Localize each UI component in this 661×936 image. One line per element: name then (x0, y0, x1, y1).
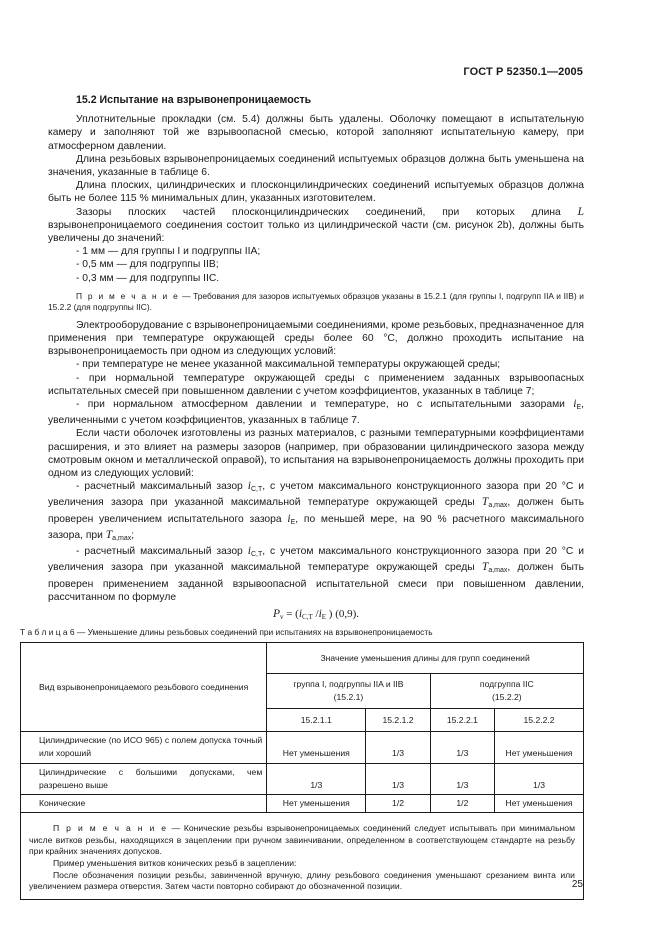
subheader-group-2: подгруппа IIC (15.2.2) (430, 674, 583, 709)
list-item: - расчетный максимальный зазор $i_{C,T}$, с учетом максимального конструкционного зазора при 20 °С и увеличения зазора при указанной максимальной температуре окружающей среды $T_{a,max}$, должен быть проверен увеличением испытательного зазора $i_E$, по меньшей мере, на 90 % расчетного максимального зазора, при $T_{a,max}$; (48, 480, 585, 542)
list-item: - при нормальном атмосферном давлении и температуре, но с испытательными зазорами $i_E$, увеличенными с учетом коэффициентов, указанных в таблице 7. (48, 398, 584, 427)
paragraph: Электрооборудование с взрывонепроницаемыми соединениями, кроме резьбовых, предназначенное для применения при температуре окружающей среды более 60 °С, должно проходить испытание на взрывонепроницаемость при одном из следующих условий: (48, 319, 584, 358)
table-row: Цилиндрические с большими допусками, чем разрешено выше 1/3 1/3 1/3 1/3 (21, 763, 584, 794)
subheader-clause: 15.2.1.1 (267, 709, 366, 732)
list-item: - 0,3 мм — для подгруппы IIC. (76, 272, 220, 284)
subheader-clause: 15.2.2.1 (430, 709, 494, 732)
table-row: Конические Нет уменьшения 1/2 1/2 Нет уменьшения (21, 794, 584, 812)
list-item: - расчетный максимальный зазор $i_{C,T}$, с учетом максимального конструкционного зазора при 20 °С и увеличения зазора при указанной максимальной температуре окружающей среды $T_{a,max}$, должен быть проверен применением заданной взрывоопасной испытательной смеси при повышенном давлении, рассчитанном по формуле (48, 545, 585, 603)
length-symbol: L (577, 205, 584, 218)
table-caption: Т а б л и ц а 6 — Уменьшение длины резьбовых соединений при испытаниях на взрывонепроницаемость (20, 627, 433, 638)
paragraph: Уплотнительные прокладки (см. 5.4) должны быть удалены. Оболочку помещают в испытательную камеру и заполняют той же взрывоопасной смесью, которой заполняют испытательную камеру, при атмосферном давлении. (48, 114, 584, 152)
table-6 (20, 642, 584, 900)
section-title: 15.2 Испытание на взрывонепроницаемость (76, 94, 312, 106)
col-header-group: Значение уменьшения длины для групп соединений (267, 643, 584, 674)
paragraph: Длина резьбовых взрывонепроницаемых соединений испытуемых образцов должна быть уменьшена на значения, указанные в таблице 6. (48, 153, 584, 179)
document-header: ГОСТ Р 52350.1—2005 (463, 66, 583, 78)
paragraph: Зазоры плоских частей плосконцилиндрических соединений, при которых длина L взрывонепроницаемого соединения состоит только из цилиндрической части (см. рисунок 2b), должны быть увеличены до значений: (48, 205, 584, 245)
table-row: Цилиндрические (по ИСО 965) с полем допуска точный или хороший Нет уменьшения 1/3 1/3 Нет уменьшения (21, 732, 584, 763)
formula: $P_v = (i_{C,T}$ $/i_E$ ) (0,9). (272, 607, 360, 621)
subheader-clause: 15.2.2.2 (495, 709, 584, 732)
paragraph: Если части оболочек изготовлены из разных материалов, с разными температурными коэффициентами расширения, и это влияет на размеры зазоров (например, при образовании цилиндрического зазора между смотровым окном и металлической оправой), то испытания на взрывонепроницаемость должны проходить при одном из следующих условий: (48, 428, 584, 480)
list-item: - при температуре не менее указанной максимальной температуры окружающей среды; (76, 359, 501, 371)
page-content (20, 94, 585, 900)
subheader-group-1: группа I, подгруппы IIA и IIB (15.2.1) (267, 674, 430, 709)
list-item: - при нормальной температуре окружающей среды с применением заданных взрывоопасных испытательных смесей при повышенном давлении с учетом коэффициентов, указанных в таблице 7; (48, 372, 584, 397)
subheader-clause: 15.2.1.2 (366, 709, 430, 732)
page-number: 25 (571, 879, 583, 890)
note: П р и м е ч а н и е — Требования для зазоров испытуемых образцов указаны в 15.2.1 (для группы I, подгрупп IIA и IIB) и 15.2.2 (для подгруппы IIC). (48, 290, 584, 312)
list-item: - 1 мм — для группы I и подгруппы IIA; (76, 246, 261, 258)
col-header-type: Вид взрывонепроницаемого резьбового соединения (21, 643, 267, 732)
paragraph: Длина плоских, цилиндрических и плосконцилиндрических соединений испытуемых образцов должна быть не более 115 % минимальных длин, указанных изготовителем. (48, 180, 584, 205)
list-item: - 0,5 мм — для подгруппы IIB; (76, 259, 219, 271)
table-note: П р и м е ч а н и е — Конические резьбы взрывонепроницаемых соединений следует испытывать при минимальном числе витков резьбы, находящихся в зацеплении при ручном завинчивании, определенном в соответствующем стандарте на резьбу при крайних значениях допусков. Пример уменьшения витков конических резьб в зацеплении: После обозначения позиции резьбы, завинченной вручную, длину резьбового соединения уменьшают срезанием винта или увеличением размера отверстия. Затем части повторно собирают до обозначенной позиции. (21, 813, 584, 900)
